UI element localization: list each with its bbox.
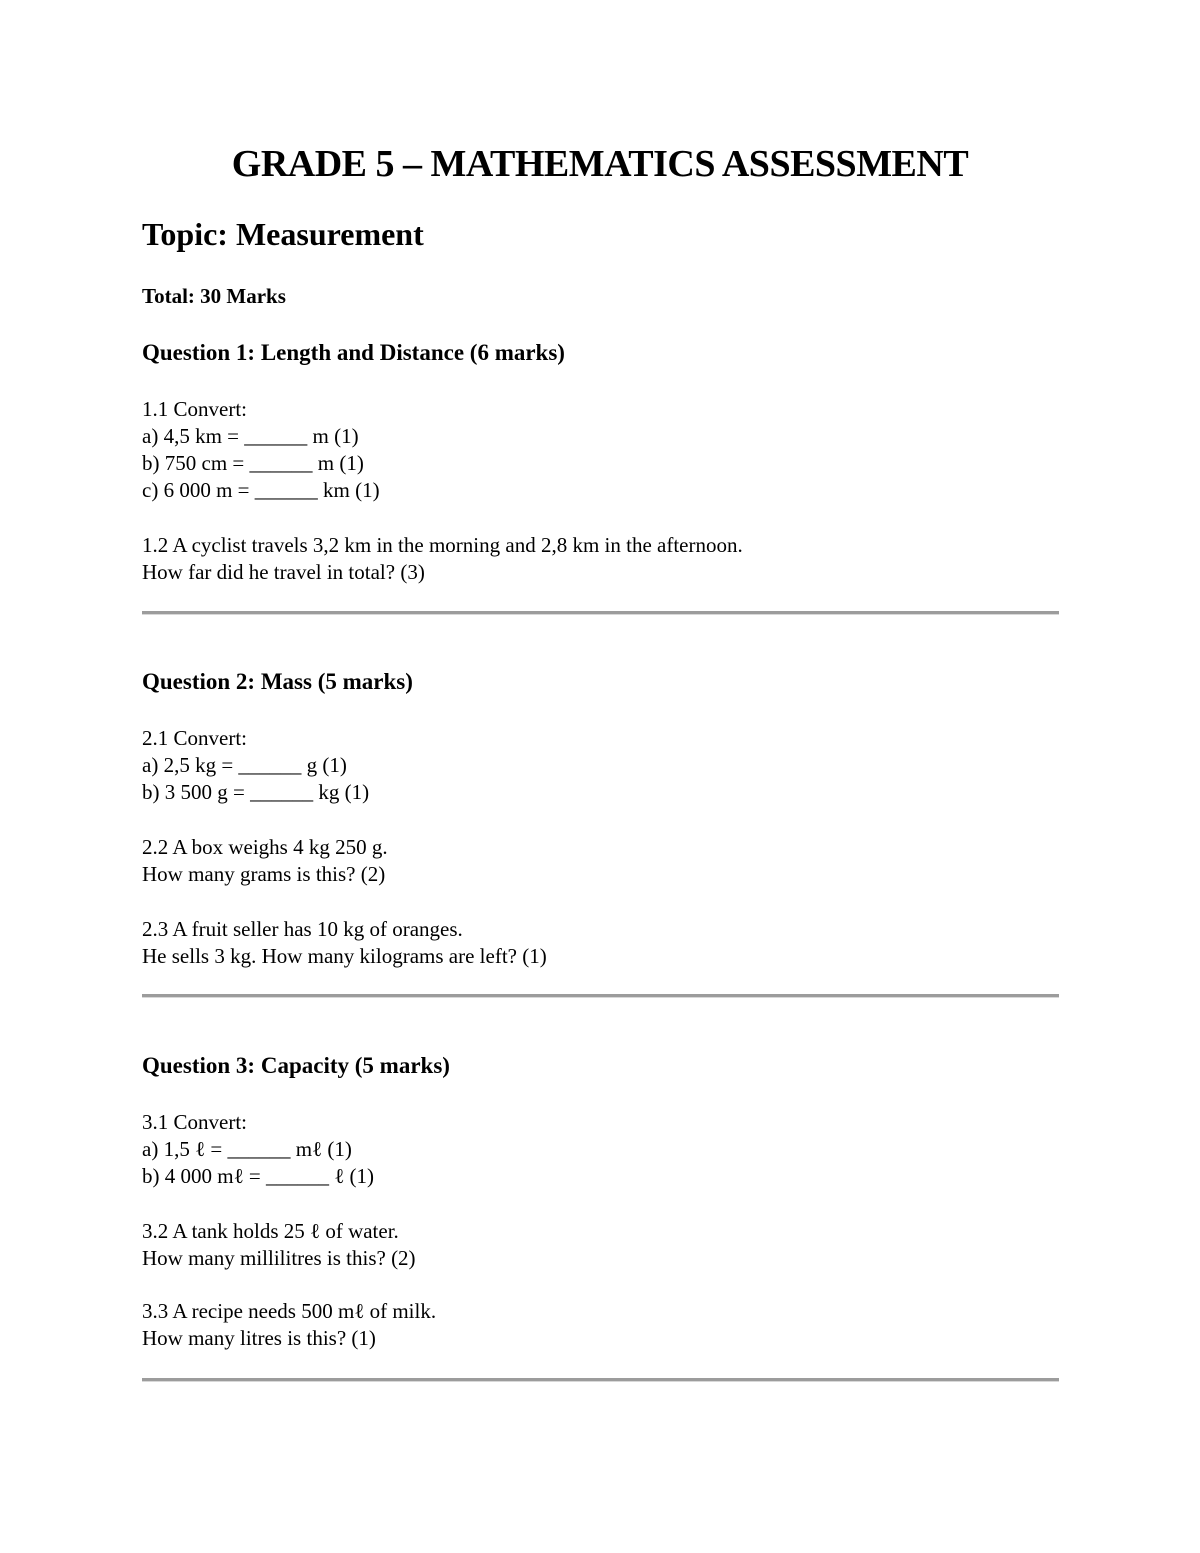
question-3-heading: Question 3: Capacity (5 marks) [142,1053,450,1078]
section-divider [142,994,1059,998]
question-2-line: 2.3 A fruit seller has 10 kg of oranges. [142,917,463,941]
total-marks: Total: 30 Marks [142,284,286,308]
question-3-line: 3.1 Convert: [142,1110,247,1134]
question-2-line: b) 3 500 g = ______ kg (1) [142,780,370,804]
question-1-line: c) 6 000 m = ______ km (1) [142,478,380,502]
question-2-line: a) 2,5 kg = ______ g (1) [142,753,347,777]
question-1-line: 1.2 A cyclist travels 3,2 km in the morning and 2,8 km in the afternoon. [142,533,743,557]
section-divider [142,1378,1059,1382]
question-1-line: 1.1 Convert: [142,397,247,421]
question-1-line: How far did he travel in total? (3) [142,560,425,584]
question-3-line: How many millilitres is this? (2) [142,1246,416,1270]
question-2-heading: Question 2: Mass (5 marks) [142,669,413,694]
question-2-line: He sells 3 kg. How many kilograms are left? (1) [142,944,547,968]
question-3-line: 3.2 A tank holds 25 ℓ of water. [142,1219,399,1243]
question-1-line: b) 750 cm = ______ m (1) [142,451,364,475]
question-1-heading: Question 1: Length and Distance (6 marks) [142,340,565,365]
question-3-line: How many litres is this? (1) [142,1326,376,1350]
question-3-line: 3.3 A recipe needs 500 mℓ of milk. [142,1299,437,1323]
question-2-line: 2.1 Convert: [142,726,247,750]
question-1-line: a) 4,5 km = ______ m (1) [142,424,359,448]
question-3-line: b) 4 000 mℓ = ______ ℓ (1) [142,1164,375,1188]
question-2-line: 2.2 A box weighs 4 kg 250 g. [142,835,388,859]
topic-heading: Topic: Measurement [142,216,424,252]
question-3-line: a) 1,5 ℓ = ______ mℓ (1) [142,1137,352,1161]
document-title: GRADE 5 – MATHEMATICS ASSESSMENT [231,143,969,185]
question-2-line: How many grams is this? (2) [142,862,386,886]
section-divider [142,611,1059,615]
